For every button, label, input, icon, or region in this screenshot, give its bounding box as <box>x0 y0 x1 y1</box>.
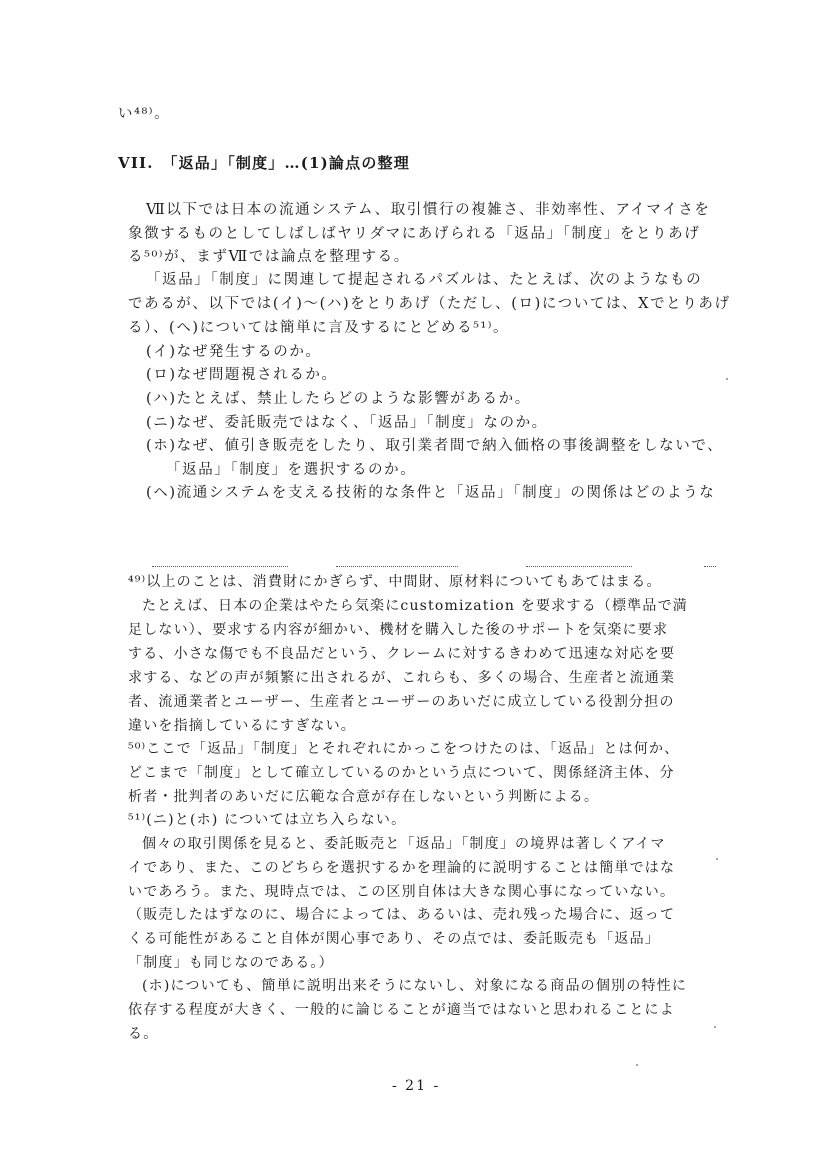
list-item-ha: (ハ)たとえば、禁止したらどのような影響があるか。 <box>146 391 531 407</box>
footnote-51-line-7: 「制度」も同じなのである。） <box>128 955 334 971</box>
body-line-5: であるが、以下では(イ)～(ハ)をとりあげ（ただし、(ロ)については、Ⅹでとりあげ <box>128 296 731 312</box>
footnote-49-line-7: 違いを指摘しているにすぎない。 <box>128 718 356 734</box>
body-line-1: Ⅶ以下では日本の流通システム、取引慣行の複雑さ、非効率性、アイマイさを <box>146 202 711 218</box>
footnote-51-line-9: 依存する程度が大きく、一般的に論じることが適当ではないと思われることによ <box>128 1002 675 1018</box>
list-item-ro: (ロ)なぜ問題視されるか。 <box>146 367 338 383</box>
list-item-ho: (ホ)なぜ、値引き販売をしたり、取引業者間で納入価格の事後調整をしないで、 <box>146 438 724 454</box>
scan-speck <box>714 1026 716 1028</box>
section-heading: VII. 「返品」「制度」…(1)論点の整理 <box>118 154 410 172</box>
footnote-49-line-2: たとえば、日本の企業はやたら気楽にcustomization を要求する（標準品で満 <box>142 598 688 614</box>
footnote-49-line-5: 求する、などの声が頻繁に出されるが、これらも、多くの場合、生産者と流通業 <box>128 670 676 686</box>
footnote-51-line-6: くる可能性があること自体が関心事であり、その点では、委託販売も「返品」 <box>128 931 660 947</box>
scan-speck <box>716 858 718 860</box>
footnote-51-line-4: いであろう。また、現時点では、この区別自体は大きな関心事になっていない。 <box>128 884 676 900</box>
top-fragment: い⁴⁸⁾。 <box>118 106 171 122</box>
footnote-51-line-5: （販売したはずなのに、場合によっては、あるいは、売れ残った場合に、返って <box>128 907 676 923</box>
footnote-rule-4 <box>704 566 716 567</box>
body-line-2: 象徴するものとしてしばしばヤリダマにあげられる「返品」「制度」をとりあげ <box>128 226 701 242</box>
footnote-51-line-8: (ホ)についても、簡単に説明出来そうにないし、対象になる商品の個別の特性に <box>142 978 688 994</box>
list-item-ho-cont: 「返品」「制度」を選択するのか。 <box>166 462 417 478</box>
footnote-50-line-2: どこまで「制度」として確立しているのかという点について、関係経済主体、分 <box>128 765 675 781</box>
body-line-6: る）、(ヘ)については簡単に言及するにとどめる⁵¹⁾。 <box>128 320 510 336</box>
body-line-3: る⁵⁰⁾が、まずⅦでは論点を整理する。 <box>128 249 410 265</box>
page-number: - 21 - <box>392 1078 441 1094</box>
footnote-rule-2 <box>336 566 458 567</box>
footnote-51-line-10: る。 <box>128 1026 159 1042</box>
list-item-ni: (ニ)なぜ、委託販売ではなく、「返品」「制度」なのか。 <box>146 415 548 431</box>
footnote-51-line-2: 個々の取引関係を見ると、委託販売と「返品」「制度」の境界は著しくアイマ <box>142 836 666 852</box>
footnote-50-line-3: 析者・批判者のあいだに広範な合意が存在しないという判断による。 <box>128 789 600 805</box>
list-item-i: (イ)なぜ発生するのか。 <box>146 344 322 360</box>
scan-speck <box>636 1064 638 1066</box>
footnote-rule-3 <box>526 566 632 567</box>
footnote-50-line-1: ⁵⁰⁾ここで「返品」「制度」とそれぞれにかっこをつけたのは、「返品」とは何か、 <box>128 741 680 757</box>
footnote-51-line-1: ⁵¹⁾(ニ)と(ホ) については立ち入らない。 <box>128 812 407 828</box>
footnote-51-line-3: イであり、また、このどちらを選択するかを理論的に説明することは簡単ではな <box>128 860 676 876</box>
body-line-4: 「返品」「制度」に関連して提起されるパズルは、たとえば、次のようなもの <box>146 272 703 288</box>
footnote-rule-1 <box>152 566 288 567</box>
scan-speck <box>726 378 728 380</box>
list-item-he: (ヘ)流通システムを支える技術的な条件と「返品」「制度」の関係はどのような <box>146 485 716 501</box>
footnote-49-line-4: する、小さな傷でも不良品だという、クレームに対するきわめて迅速な対応を要 <box>128 646 676 662</box>
footnote-49-line-6: 者、流通業者とユーザー、生産者とユーザーのあいだに成立している役割分担の <box>128 694 675 710</box>
footnote-49-line-1: ⁴⁹⁾以上のことは、消費財にかぎらず、中間財、原材料についてもあてはまる。 <box>128 574 662 590</box>
footnote-49-line-3: 足しない）、要求する内容が細かい、機材を購入した後のサポートを気楽に要求 <box>128 622 669 638</box>
